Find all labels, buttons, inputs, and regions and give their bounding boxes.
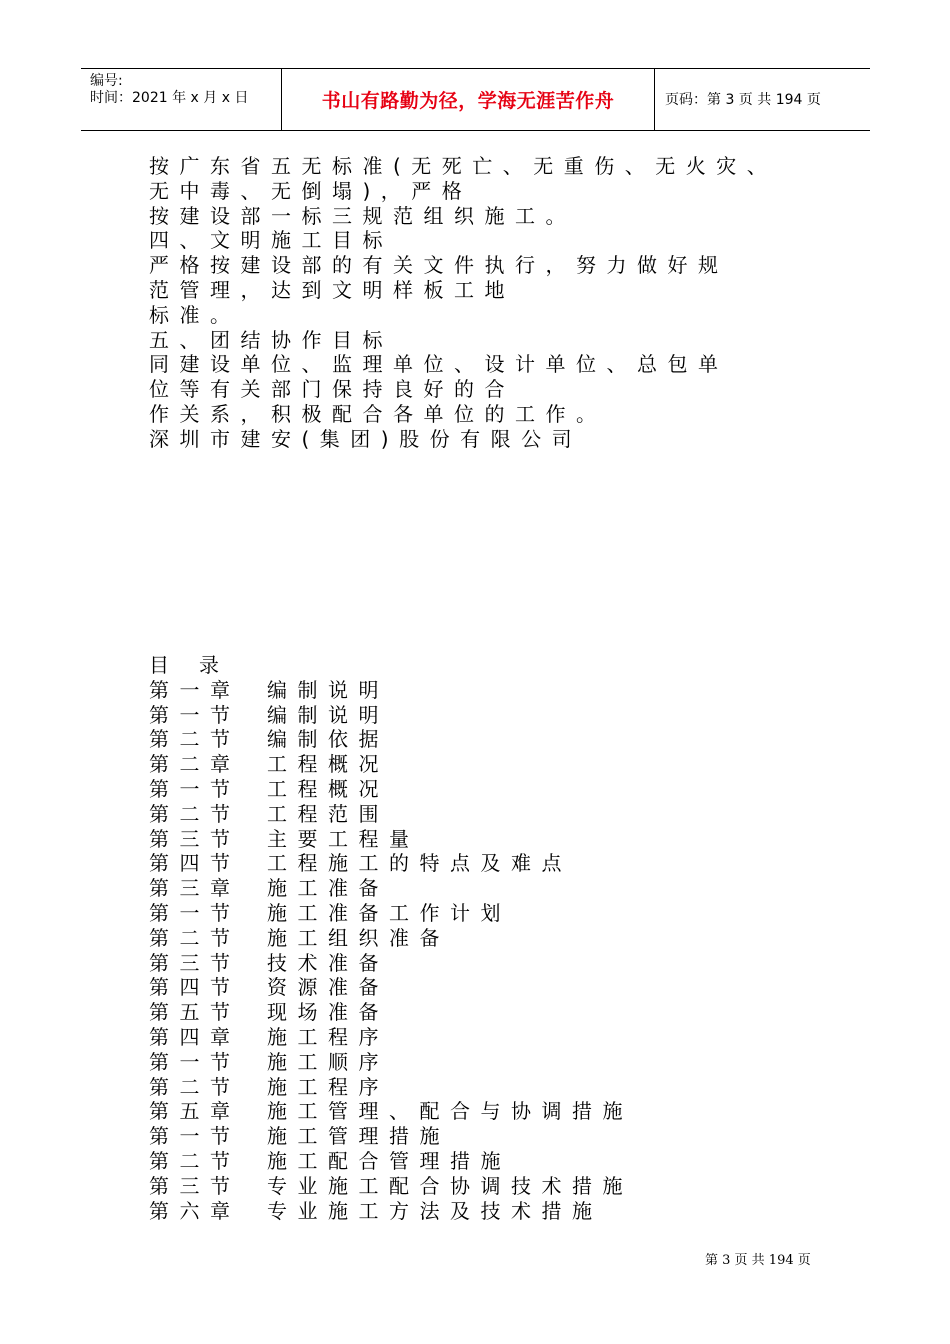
body-line: 四、文明施工目标 <box>149 228 393 253</box>
toc-entry-number: 第一章 <box>149 677 241 702</box>
toc-entry <box>149 926 849 951</box>
toc-entry-title: 施工程序 <box>267 1074 389 1099</box>
toc-entry-title: 工程范围 <box>267 801 389 826</box>
toc-entry <box>149 1075 849 1100</box>
toc-entry-title: 主要工程量 <box>267 826 420 851</box>
body-line: 作关系，积极配合各单位的工作。 <box>149 401 607 426</box>
toc-entry <box>149 851 849 876</box>
toc-entry-number: 第二节 <box>149 925 241 950</box>
toc-entry <box>149 703 849 728</box>
toc-entry <box>149 876 849 901</box>
toc-entry-number: 第三章 <box>149 876 241 901</box>
toc-entry-title: 施工准备 <box>267 876 389 901</box>
toc-entry-title: 施工顺序 <box>267 1049 389 1074</box>
toc-entry-title: 现场准备 <box>267 1000 389 1025</box>
toc-entry-title: 施工管理、配合与协调措施 <box>267 1099 633 1124</box>
body-line: 深圳市建安(集团)股份有限公司 <box>149 426 583 451</box>
body-line: 按广东省五无标准(无死亡、无重伤、无火灾、 <box>149 154 778 178</box>
toc-entry-number: 第三节 <box>149 950 241 975</box>
body-line: 五、团结协作目标 <box>149 327 393 352</box>
toc-entry-title: 专业施工配合协调技术措施 <box>267 1173 633 1198</box>
serial-label: 编号: <box>90 73 123 89</box>
toc-entry <box>149 1000 849 1025</box>
toc-entry-number: 第三节 <box>149 826 241 851</box>
toc-entry-title: 编制依据 <box>267 727 389 752</box>
body-line: 严格按建设部的有关文件执行，努力做好规 <box>149 253 729 278</box>
toc-entry-title: 工程施工的特点及难点 <box>267 851 572 876</box>
toc-entry-number: 第二章 <box>149 752 241 777</box>
toc-entry-number: 第一节 <box>149 1049 241 1074</box>
toc-entry-number: 第一节 <box>149 702 241 727</box>
toc-entry-title: 编制说明 <box>267 702 389 727</box>
toc-entry <box>149 678 849 703</box>
toc-entry-number: 第四节 <box>149 975 241 1000</box>
motto-text: 书山有路勤为径，学海无涯苦作舟 <box>321 90 615 112</box>
body-line: 同建设单位、监理单位、设计单位、总包单 <box>149 352 729 377</box>
toc-entry-number: 第二节 <box>149 1074 241 1099</box>
toc-entry-title: 编制说明 <box>267 677 389 702</box>
body-line: 无中毒、无倒塌)，严格 <box>149 178 473 203</box>
toc-entry <box>149 727 849 752</box>
toc-entry-title: 施工准备工作计划 <box>267 900 511 925</box>
toc-heading-row <box>149 653 849 678</box>
toc-entry <box>149 1025 849 1050</box>
toc-entry <box>149 802 849 827</box>
toc-entry-number: 第三节 <box>149 1173 241 1198</box>
toc-entry-number: 第一节 <box>149 900 241 925</box>
toc-entry-title: 专业施工方法及技术措施 <box>267 1198 603 1223</box>
toc-entry-number: 第四章 <box>149 1024 241 1049</box>
header-meta-cell <box>81 69 282 130</box>
toc-entries <box>149 678 849 1224</box>
toc-entry <box>149 951 849 976</box>
body-line: 按建设部一标三规范组织施工。 <box>149 203 576 228</box>
toc-entry-number: 第五章 <box>149 1099 241 1124</box>
toc-heading: 目录 <box>149 653 249 677</box>
toc-entry <box>149 901 849 926</box>
toc-entry <box>149 975 849 1000</box>
toc-entry <box>149 752 849 777</box>
toc-entry-title: 工程概况 <box>267 776 389 801</box>
toc-entry <box>149 777 849 802</box>
toc-entry-title: 施工组织准备 <box>267 925 450 950</box>
toc-entry-title: 施工管理措施 <box>267 1124 450 1149</box>
toc-entry <box>149 1199 849 1224</box>
toc-entry <box>149 1099 849 1124</box>
toc-entry <box>149 1174 849 1199</box>
toc-entry-number: 第五节 <box>149 1000 241 1025</box>
toc-entry <box>149 1149 849 1174</box>
toc-entry <box>149 1050 849 1075</box>
toc-entry-number: 第二节 <box>149 801 241 826</box>
toc-entry-number: 第四节 <box>149 851 241 876</box>
header-page-cell <box>655 69 870 130</box>
toc-entry-title: 技术准备 <box>267 950 389 975</box>
body-line: 位等有关部门保持良好的合 <box>149 377 515 402</box>
toc-entry-number: 第一节 <box>149 1124 241 1149</box>
body-line: 范管理，达到文明样板工地 <box>149 277 515 302</box>
page-footer: 第 3 页 共 194 页 <box>705 1253 811 1268</box>
toc-entry-number: 第二节 <box>149 1148 241 1173</box>
toc-entry <box>149 827 849 852</box>
body-text <box>149 154 849 452</box>
page-header <box>81 68 870 131</box>
toc-entry-title: 工程概况 <box>267 752 389 777</box>
toc-entry-title: 资源准备 <box>267 975 389 1000</box>
toc-entry-title: 施工配合管理措施 <box>267 1148 511 1173</box>
toc-entry-number: 第一节 <box>149 776 241 801</box>
toc-entry <box>149 1124 849 1149</box>
toc-entry-number: 第二节 <box>149 727 241 752</box>
toc-entry-title: 施工程序 <box>267 1024 389 1049</box>
body-line: 标准。 <box>149 302 241 327</box>
time-label: 时间：2021 年 x 月 x 日 <box>90 90 249 106</box>
table-of-contents <box>149 653 849 1223</box>
toc-entry-number: 第六章 <box>149 1198 241 1223</box>
header-motto-cell <box>282 69 655 130</box>
header-page-label: 页码：第 3 页 共 194 页 <box>665 91 821 108</box>
